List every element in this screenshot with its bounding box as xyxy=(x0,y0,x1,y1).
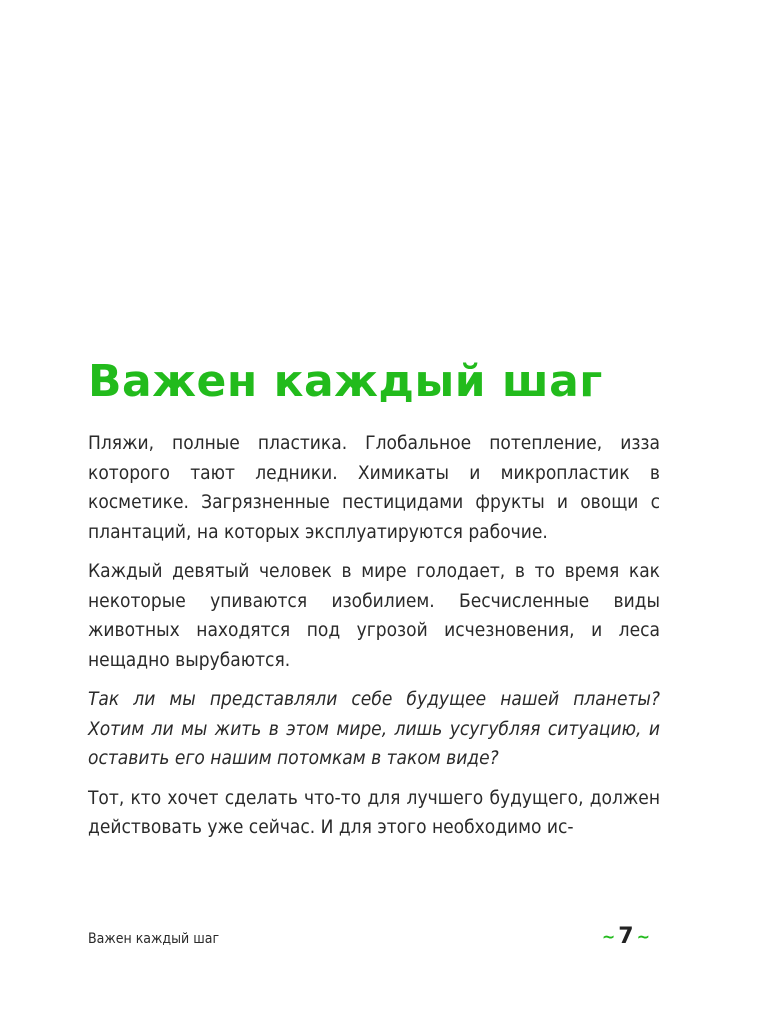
page-number-value: 7 xyxy=(618,924,634,949)
page-number xyxy=(602,922,650,952)
paragraph-4: Тот, кто хочет сделать что-то для лучшего будущего, должен действовать уже сейчас. И для этого необходимо ис- xyxy=(88,786,660,838)
paragraph-3-italic: Так ли мы представляли себе будущее нашей планеты? Хотим ли мы жить в этом мире, лишь усугубляя ситуацию, и оставить его нашим потомкам в таком виде? xyxy=(88,688,660,769)
paragraph-2: Каждый девятый человек в мире голодает, в то время как некоторые упиваются изобилием. Бесчисленные виды животных находятся под угрозой исчезновения, и леса нещадно вырубаются. xyxy=(88,560,660,671)
running-footer-title: Важен каждый шаг xyxy=(88,931,220,947)
chapter-title: Важен каждый шаг xyxy=(88,356,603,407)
page-number-tilde-left: ~ xyxy=(601,927,616,946)
page-number-tilde-right: ~ xyxy=(636,927,650,946)
body-text xyxy=(88,429,660,853)
paragraph-1: Пляжи, полные пластика. Глобальное потепление, изза которого тают ледники. Химикаты и микропластик в косметике. Загрязненные пестицидами фрукты и овощи с плантаций, на которых эксплуатируются рабочие. xyxy=(88,432,660,543)
